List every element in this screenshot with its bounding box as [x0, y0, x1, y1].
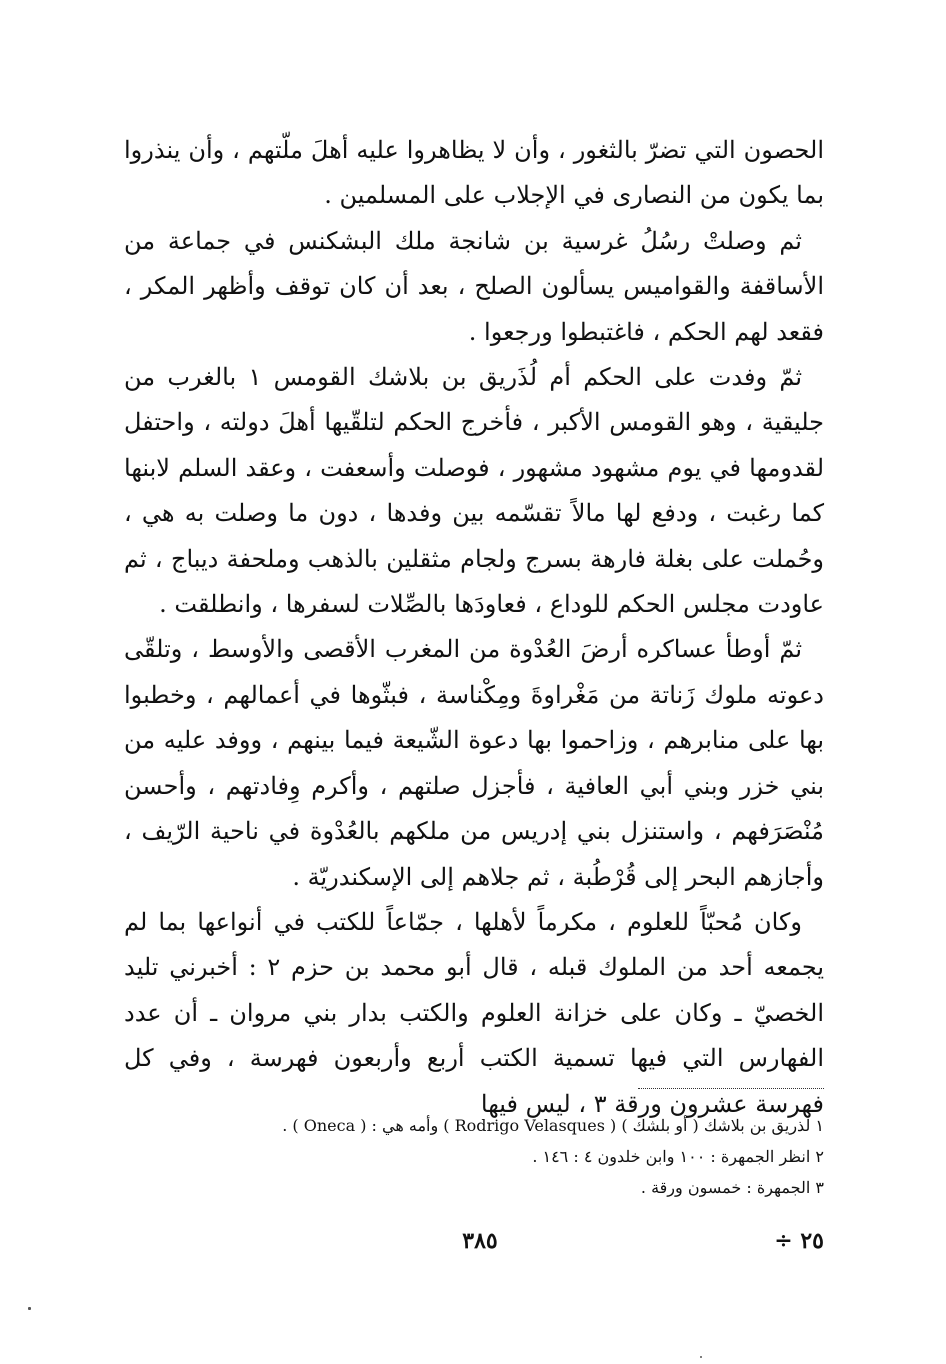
footnote: ٢ انظر الجمهرة : ١٠٠ وابن خلدون ٤ : ١٤٦ .	[532, 1147, 824, 1166]
main-text	[124, 128, 824, 1127]
paragraph: ثم وصلتْ رسُلُ غرسية بن شانجة ملك البشكنس في جماعة من الأساقفة والقواميس يسألون الصلح ، بعد أن كان توقف وأظهر المكر ، فقعد لهم الحكم ، فاغتبطوا ورجعوا .	[124, 226, 824, 346]
paragraph: ثمّ وفدت على الحكم أم لُذَريق بن بلاشك القومس ١ بالغرب من جليقية ، وهو القومس الأكبر ، فأخرج الحكم لتلقّيها أهلَ دولته ، واحتفل لقدومها في يوم مشهود مشهور ، فوصلت وأسعفت ، وعقد السلم لابنها كما رغبت ، ودفع لها مالاً تقسّمه بين وفدها ، دون ما وصلت به هي ، وحُملت على بغلة فارهة بسرج ولجام مثقلين بالذهب وملحفة ديباج ، ثم عاودت مجلس الحكم للوداع ، فعاودَها بالصِّلات لسفرها ، وانطلقت .	[124, 363, 824, 619]
footnote: ١ لذريق بن بلاشك ( أو بلشك ) ( Rodrigo Velasques ) وأمه هي : ( Oneca ) .	[282, 1116, 824, 1135]
footnote-separator	[638, 1088, 824, 1089]
scan-speck	[28, 1307, 31, 1310]
footnote: ٣ الجمهرة : خمسون ورقة .	[640, 1178, 824, 1197]
signature-mark: ٢٥ ÷	[774, 1228, 824, 1254]
footnotes	[124, 1110, 824, 1203]
paragraph: الحصون التي تضرّ بالثغور ، وأن لا يظاهروا عليه أهلَ ملّتهم ، وأن ينذروا بما يكون من النصارى في الإجلاب على المسلمين .	[124, 136, 824, 210]
scan-speck	[700, 1356, 702, 1358]
paragraph: ثمّ أوطأ عساكره أرضَ العُدْوة من المغرب الأقصى والأوسط ، وتلقّى دعوته ملوك زَناتة من مَغْراوةَ ومِكْناسة ، فبثّوها في أعمالهم ، وخطبوا بها على منابرهم ، وزاحموا بها دعوة الشّيعة فيما بينهم ، ووفد عليه من بني خزر وبني أبي العافية ، فأجزل صلتهم ، وأكرم وِفادتهم ، وأحسن مُنْصَرَفهم ، واستنزل بني إدريس من ملكهم بالعُدْوة في ناحية الرّيف ، وأجازهم البحر إلى قُرْطُبة ، ثم جلاهم إلى الإسكندريّة .	[124, 635, 824, 891]
page-number: ٣٨٥	[462, 1228, 498, 1254]
paragraph: وكان مُحبّاً للعلوم ، مكرماً لأهلها ، جمّاعاً للكتب في أنواعها بما لم يجمعه أحد من الملوك قبله ، قال أبو محمد بن حزم ٢ : أخبرني تليد الخصيّ ـ وكان على خزانة العلوم والكتب بدار بني مروان ـ أن عدد الفهارس التي فيها تسمية الكتب أربع وأربعون فهرسة ، وفي كل فهرسة عشرون ورقة ٣ ، ليس فيها	[124, 907, 824, 1118]
